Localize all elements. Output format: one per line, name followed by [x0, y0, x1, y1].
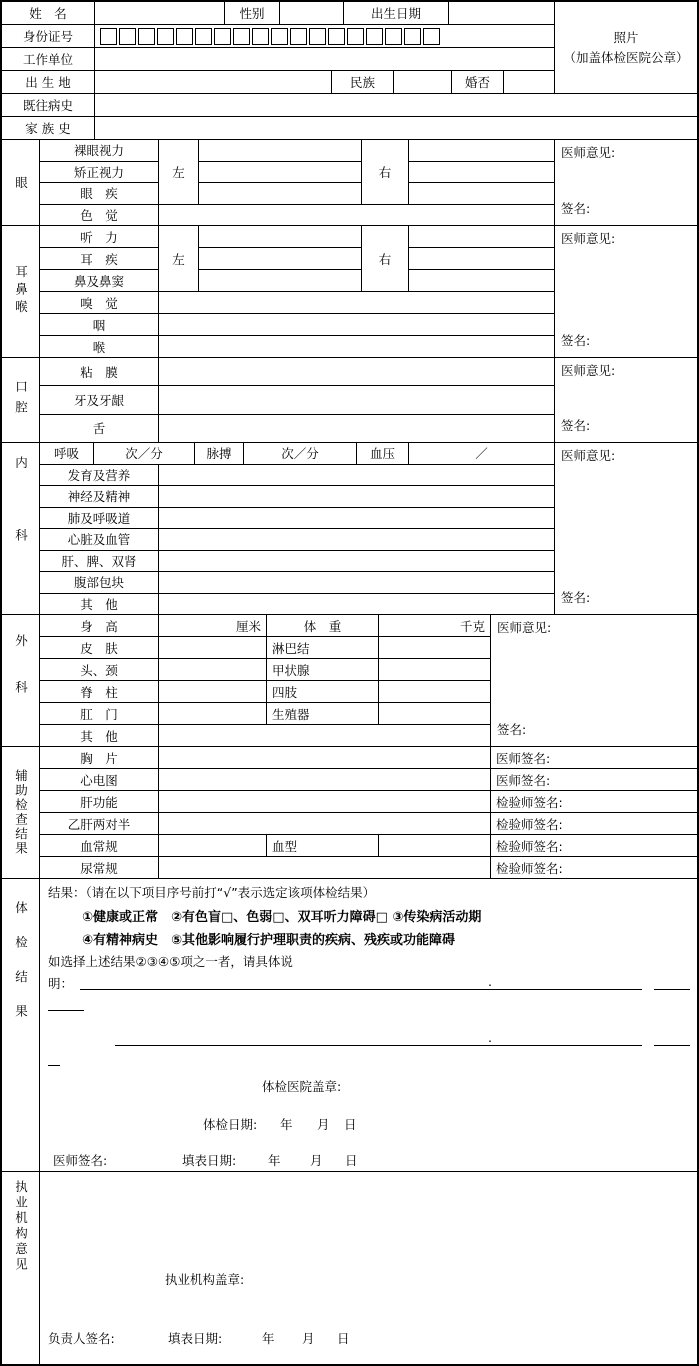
oral-teeth-gum-input-cell[interactable]: [159, 386, 555, 414]
exam-date-label: 体检日期:: [203, 1117, 258, 1132]
section-ent: [2, 226, 697, 358]
section-surgery-title: 外科: [2, 615, 40, 747]
oral-teeth-gum-label: 牙及牙龈: [40, 386, 159, 414]
id-digit-box[interactable]: [214, 28, 231, 45]
id-digit-box[interactable]: [347, 28, 364, 45]
ent-right-value-cell[interactable]: [409, 226, 555, 248]
past-history-input-cell[interactable]: [95, 94, 697, 117]
internal-bp-value-cell[interactable]: ／: [409, 443, 555, 465]
section-eye: [2, 140, 697, 226]
surgery-head-neck-input-cell[interactable]: [159, 659, 267, 681]
explain-fill-line-short[interactable]: [654, 989, 690, 990]
id-number-boxes[interactable]: [95, 25, 555, 48]
aux-chest-xray-sign-cell[interactable]: 医师签名:: [491, 747, 697, 769]
eye-corrected-vision-label: 矫正视力: [40, 162, 159, 184]
surgery-spine-label: 脊 柱: [40, 681, 159, 703]
section-result-title: 体检结果: [2, 879, 40, 1172]
id-digit-box[interactable]: [119, 28, 136, 45]
institution-month-label: 月: [302, 1331, 315, 1346]
surgery-lymph-input-cell[interactable]: [379, 637, 491, 659]
doctor-opinion-label: 医师意见:: [561, 363, 616, 378]
result-explain-text: 如选择上述结果②③④⑤项之一者，请具体说: [48, 954, 293, 969]
eye-left-value-cell[interactable]: [199, 183, 362, 205]
internal-lung-label: 肺及呼吸道: [40, 508, 159, 530]
institution-body[interactable]: [40, 1172, 697, 1364]
aux-urine-routine-label: 尿常规: [40, 857, 159, 879]
institution-seal-label: 执业机构盖章:: [165, 1272, 245, 1287]
section-internal-title: 内科: [2, 443, 40, 615]
ent-right-label: 右: [362, 226, 409, 292]
internal-abdominal-input-cell[interactable]: [159, 572, 555, 594]
id-digit-box[interactable]: [195, 28, 212, 45]
section-aux-title: 辅助检查结果: [2, 747, 40, 879]
ent-right-value-cell[interactable]: [409, 270, 555, 292]
surgery-genitals-label: 生殖器: [267, 703, 379, 725]
id-digit-box[interactable]: [157, 28, 174, 45]
surgery-height-label: 身 高: [40, 615, 159, 637]
result-fill-month-label: 月: [310, 1153, 323, 1168]
id-digit-box[interactable]: [233, 28, 250, 45]
id-digit-box[interactable]: [366, 28, 383, 45]
oral-tongue-input-cell[interactable]: [159, 415, 555, 443]
sign-label: 签名:: [561, 333, 591, 348]
sign-label: 签名:: [561, 418, 591, 433]
id-digit-box[interactable]: [328, 28, 345, 45]
internal-other-input-cell[interactable]: [159, 594, 555, 616]
top-info-block: [2, 2, 697, 140]
id-digit-box[interactable]: [385, 28, 402, 45]
internal-doctor-opinion-cell[interactable]: [555, 443, 697, 615]
id-digit-box[interactable]: [138, 28, 155, 45]
internal-liver-spleen-kidney-label: 肝、脾、双肾: [40, 551, 159, 573]
internal-heart-label: 心脏及血管: [40, 529, 159, 551]
ent-right-value-cell[interactable]: [409, 248, 555, 270]
section-oral: [2, 358, 697, 443]
internal-abdominal-mass-label: 腹部包块: [40, 572, 159, 594]
section-institution: [2, 1172, 697, 1364]
surgery-doctor-opinion-cell[interactable]: [491, 615, 697, 747]
explain-fill-line[interactable]: [80, 989, 642, 990]
head-sign-label: 负责人签名:: [48, 1331, 115, 1346]
gender-input-cell[interactable]: [280, 2, 344, 25]
ethnic-label: 民族: [332, 71, 394, 94]
family-history-label: 家 族 史: [2, 117, 95, 140]
id-digit-box[interactable]: [423, 28, 440, 45]
internal-resp-unit-cell[interactable]: 次／分: [94, 443, 195, 465]
eye-right-label: 右: [362, 140, 409, 205]
surgery-weight-input-cell[interactable]: 千克: [379, 615, 491, 637]
work-unit-input-cell[interactable]: [95, 48, 555, 71]
ent-left-value-cell[interactable]: [199, 226, 362, 248]
aux-chest-xray-input-cell[interactable]: [159, 747, 491, 769]
surgery-lymph-label: 淋巴结: [267, 637, 379, 659]
eye-color-vision-label: 色 觉: [40, 205, 159, 227]
eye-left-value-cell[interactable]: [199, 140, 362, 162]
result-instruction: 结果：（请在以下项目序号前打“√”表示选定该项体检结果）: [48, 885, 376, 900]
marital-input-cell[interactable]: [504, 71, 555, 94]
sign-label: 签名:: [561, 201, 591, 216]
explain-fill-line3[interactable]: [115, 1045, 642, 1046]
institution-day-label: 日: [337, 1331, 350, 1346]
aux-hepb-label: 乙肝两对半: [40, 813, 159, 835]
eye-naked-vision-label: 裸眼视力: [40, 140, 159, 162]
id-digit-box[interactable]: [271, 28, 288, 45]
aux-liver-function-input-cell[interactable]: [159, 791, 491, 813]
name-input-cell[interactable]: [95, 2, 225, 25]
ent-left-label: 左: [159, 226, 199, 292]
photo-cell: [555, 2, 697, 94]
surgery-limbs-label: 四肢: [267, 681, 379, 703]
aux-blood-routine-input-cell[interactable]: [159, 835, 267, 857]
ent-pharynx-label: 咽: [40, 314, 159, 336]
eye-right-value-cell[interactable]: [409, 183, 555, 205]
name-label: 姓 名: [2, 2, 95, 25]
result-doctor-sign-label: 医师签名:: [53, 1153, 108, 1168]
internal-other-label: 其 他: [40, 594, 159, 616]
internal-resp-label: 呼吸: [40, 443, 94, 465]
hospital-seal-label: 体检医院盖章:: [262, 1079, 342, 1094]
section-surgery: [2, 615, 697, 747]
result-body: [40, 879, 697, 1172]
section-eye-title: 眼: [2, 140, 40, 226]
eye-right-value-cell[interactable]: [409, 140, 555, 162]
id-digit-box[interactable]: [290, 28, 307, 45]
id-digit-box[interactable]: [100, 28, 117, 45]
line-dot: .: [488, 1030, 492, 1045]
aux-urine-routine-sign-cell[interactable]: 检验师签名:: [491, 857, 697, 879]
internal-development-input-cell[interactable]: [159, 465, 555, 487]
surgery-head-neck-label: 头、颈: [40, 659, 159, 681]
doctor-opinion-label: 医师意见:: [561, 145, 616, 160]
internal-bp-label: 血压: [357, 443, 409, 465]
oral-tongue-label: 舌: [40, 415, 159, 443]
aux-ecg-label: 心电图: [40, 769, 159, 791]
surgery-genitals-input-cell[interactable]: [379, 703, 491, 725]
ent-left-value-cell[interactable]: [199, 248, 362, 270]
eye-disease-label: 眼 疾: [40, 183, 159, 205]
exam-date-month-label: 月: [317, 1117, 330, 1132]
section-internal: [2, 443, 697, 615]
surgery-height-input-cell[interactable]: 厘米: [159, 615, 267, 637]
explain-fill-line4[interactable]: [48, 1065, 60, 1066]
aux-ecg-input-cell[interactable]: [159, 769, 491, 791]
birthplace-label: 出 生 地: [2, 71, 95, 94]
id-digit-box[interactable]: [176, 28, 193, 45]
eye-left-value-cell[interactable]: [199, 162, 362, 184]
eye-color-vision-input-cell[interactable]: [159, 205, 555, 227]
ent-larynx-input-cell[interactable]: [159, 336, 555, 358]
section-oral-title: 口腔: [2, 358, 40, 443]
aux-hepb-input-cell[interactable]: [159, 813, 491, 835]
aux-ecg-sign-cell[interactable]: 医师签名:: [491, 769, 697, 791]
oral-mucosa-input-cell[interactable]: [159, 358, 555, 386]
internal-lung-input-cell[interactable]: [159, 508, 555, 530]
id-number-label: 身份证号: [2, 25, 95, 48]
aux-blood-type-label: 血型: [267, 835, 379, 857]
sign-label: 签名:: [497, 722, 527, 737]
id-digit-box[interactable]: [404, 28, 421, 45]
internal-pulse-unit-cell[interactable]: 次／分: [244, 443, 357, 465]
marital-label: 婚否: [452, 71, 504, 94]
id-digit-box[interactable]: [252, 28, 269, 45]
internal-pulse-label: 脉搏: [195, 443, 244, 465]
ethnic-input-cell[interactable]: [394, 71, 452, 94]
surgery-skin-label: 皮 肤: [40, 637, 159, 659]
ent-smell-input-cell[interactable]: [159, 292, 555, 314]
institution-fill-date-label: 填表日期:: [168, 1331, 223, 1346]
ent-ear-disease-label: 耳 疾: [40, 248, 159, 270]
work-unit-label: 工作单位: [2, 48, 95, 71]
ent-pharynx-input-cell[interactable]: [159, 314, 555, 336]
eye-left-label: 左: [159, 140, 199, 205]
ent-doctor-opinion-cell[interactable]: [555, 226, 697, 358]
surgery-anus-input-cell[interactable]: [159, 703, 267, 725]
aux-chest-xray-label: 胸 片: [40, 747, 159, 769]
doctor-opinion-label: 医师意见:: [561, 448, 616, 463]
surgery-anus-label: 肛 门: [40, 703, 159, 725]
aux-urine-routine-input-cell[interactable]: [159, 857, 491, 879]
section-institution-title: 执业机构意见: [2, 1172, 40, 1364]
section-aux: [2, 747, 697, 879]
oral-doctor-opinion-cell[interactable]: [555, 358, 697, 443]
internal-heart-input-cell[interactable]: [159, 529, 555, 551]
explain-fill-line2[interactable]: [48, 1010, 84, 1011]
exam-date-year-label: 年: [280, 1117, 293, 1132]
ent-hearing-label: 听 力: [40, 226, 159, 248]
doctor-opinion-label: 医师意见:: [497, 620, 552, 635]
internal-neuro-label: 神经及精神: [40, 486, 159, 508]
aux-blood-routine-sign-cell[interactable]: 检验师签名:: [491, 835, 697, 857]
explain-fill-line3-short[interactable]: [654, 1045, 690, 1046]
surgery-other-input-cell[interactable]: [159, 725, 491, 747]
oral-mucosa-label: 粘 膜: [40, 358, 159, 386]
result-options-line1: ①健康或正常 ②有色盲□、色弱□、双耳听力障碍□ ③传染病活动期: [82, 910, 482, 925]
result-explain-prefix: 明：: [48, 976, 74, 991]
ent-smell-label: 嗅 觉: [40, 292, 159, 314]
result-fill-date-label: 填表日期:: [182, 1153, 237, 1168]
photo-seal-note: （加盖体检医院公章）: [563, 49, 689, 65]
internal-liver-input-cell[interactable]: [159, 551, 555, 573]
id-digit-box[interactable]: [309, 28, 326, 45]
past-history-label: 既往病史: [2, 94, 95, 117]
surgery-limbs-input-cell[interactable]: [379, 681, 491, 703]
birthdate-label: 出生日期: [344, 2, 449, 25]
gender-label: 性别: [225, 2, 280, 25]
aux-liver-function-label: 肝功能: [40, 791, 159, 813]
line-dot: .: [488, 974, 492, 989]
eye-right-value-cell[interactable]: [409, 162, 555, 184]
surgery-spine-input-cell[interactable]: [159, 681, 267, 703]
surgery-skin-input-cell[interactable]: [159, 637, 267, 659]
surgery-other-label: 其 他: [40, 725, 159, 747]
surgery-thyroid-input-cell[interactable]: [379, 659, 491, 681]
surgery-weight-label: 体 重: [267, 615, 379, 637]
institution-year-label: 年: [262, 1331, 275, 1346]
internal-neuro-input-cell[interactable]: [159, 486, 555, 508]
photo-label: 照片: [613, 29, 639, 45]
aux-hepb-sign-cell[interactable]: 检验师签名:: [491, 813, 697, 835]
birthplace-input-cell[interactable]: [95, 71, 332, 94]
surgery-thyroid-label: 甲状腺: [267, 659, 379, 681]
aux-blood-type-input-cell[interactable]: [379, 835, 491, 857]
eye-doctor-opinion-cell[interactable]: [555, 140, 697, 226]
section-ent-title: 耳鼻喉: [2, 226, 40, 358]
sign-label: 签名:: [561, 590, 591, 605]
ent-left-value-cell[interactable]: [199, 270, 362, 292]
aux-liver-function-sign-cell[interactable]: 检验师签名:: [491, 791, 697, 813]
internal-development-label: 发育及营养: [40, 465, 159, 487]
aux-blood-routine-label: 血常规: [40, 835, 159, 857]
section-result: [2, 879, 697, 1172]
doctor-opinion-label: 医师意见:: [561, 231, 616, 246]
ent-nose-sinus-label: 鼻及鼻窦: [40, 270, 159, 292]
family-history-input-cell[interactable]: [95, 117, 697, 140]
result-options-line2: ④有精神病史 ⑤其他影响履行护理职责的疾病、残疾或功能障碍: [82, 933, 456, 948]
exam-date-day-label: 日: [344, 1117, 357, 1132]
result-fill-day-label: 日: [345, 1153, 358, 1168]
result-fill-year-label: 年: [268, 1153, 281, 1168]
birthdate-input-cell[interactable]: [449, 2, 555, 25]
ent-larynx-label: 喉: [40, 336, 159, 358]
